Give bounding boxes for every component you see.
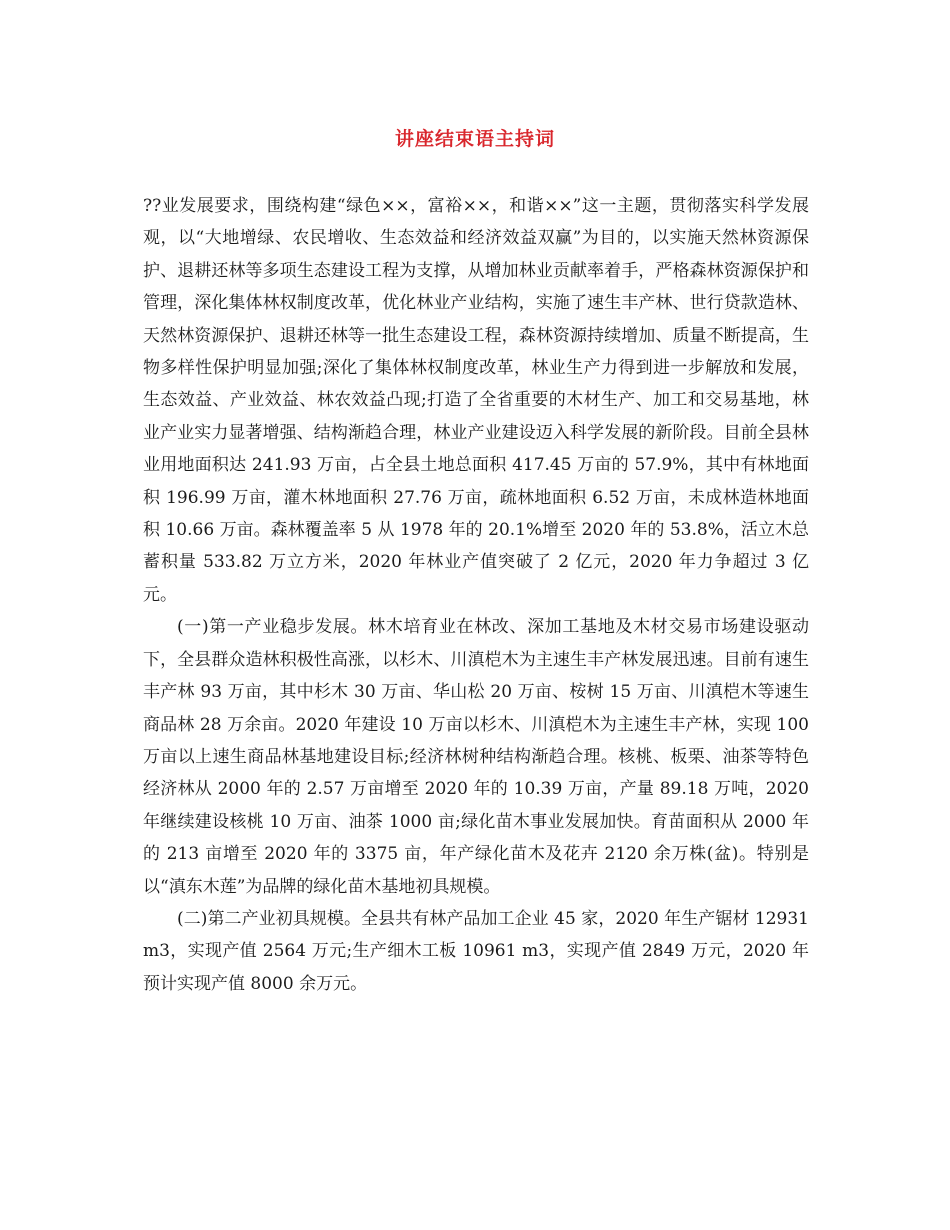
paragraph-secondary-industry: (二)第二产业初具规模。全县共有林产品加工企业 45 家，2020 年生产锯材 12931 m3，实现产值 2564 万元;生产细木工板 10961 m3，实现产值 2849 万元，2020 年预计实现产值 8000 余万元。 — [143, 908, 809, 994]
document-body — [143, 190, 809, 1000]
document-title: 讲座结束语主持词 — [394, 128, 555, 150]
paragraph-intro: ??业发展要求，围绕构建“绿色××，富裕××，和谐××”这一主题，贯彻落实科学发展观，以“大地增绿、农民增收、生态效益和经济效益双赢”为目的，以实施天然林资源保护、退耕还林等多项生态建设工程为支撑，从增加林业贡献率着手，严格森林资源保护和管理，深化集体林权制度改革，优化林业产业结构，实施了速生丰产林、世行贷款造林、天然林资源保护、退耕还林等一批生态建设工程，森林资源持续增加、质量不断提高，生物多样性保护明显加强;深化了集体林权制度改革，林业生产力得到进一步解放和发展，生态效益、产业效益、林农效益凸现;打造了全省重要的木材生产、加工和交易基地，林业产业实力显著增强、结构渐趋合理，林业产业建设迈入科学发展的新阶段。目前全县林业用地面积达 241.93 万亩，占全县土地总面积 417.45 万亩的 57.9%，其中有林地面积 196.99 万亩，灌木林地面积 27.76 万亩，疏林地面积 6.52 万亩，未成林造林地面积 10.66 万亩。森林覆盖率 5 从 1978 年的 20.1%增至 2020 年的 53.8%，活立木总蓄积量 533.82 万立方米，2020 年林业产值突破了 2 亿元，2020 年力争超过 3 亿元。 — [143, 196, 809, 605]
paragraph-primary-industry: (一)第一产业稳步发展。林木培育业在林改、深加工基地及木材交易市场建设驱动下，全县群众造林积极性高涨，以杉木、川滇桤木为主速生丰产林发展迅速。目前有速生丰产林 93 万亩，其中杉木 30 万亩、华山松 20 万亩、桉树 15 万亩、川滇桤木等速生商品林 28 万余亩。2020 年建设 10 万亩以杉木、川滇桤木为主速生丰产林，实现 100 万亩以上速生商品林基地建设目标;经济林树种结构渐趋合理。核桃、板栗、油茶等特色经济林从 2000 年的 2.57 万亩增至 2020 年的 10.39 万亩，产量 89.18 万吨，2020 年继续建设核桃 10 万亩、油茶 1000 亩;绿化苗木事业发展加快。育苗面积从 2000 年的 213 亩增至 2020 年的 3375 亩，年产绿化苗木及花卉 2120 余万株(盆)。特别是以“滇东木莲”为品牌的绿化苗木基地初具规模。 — [143, 617, 809, 897]
